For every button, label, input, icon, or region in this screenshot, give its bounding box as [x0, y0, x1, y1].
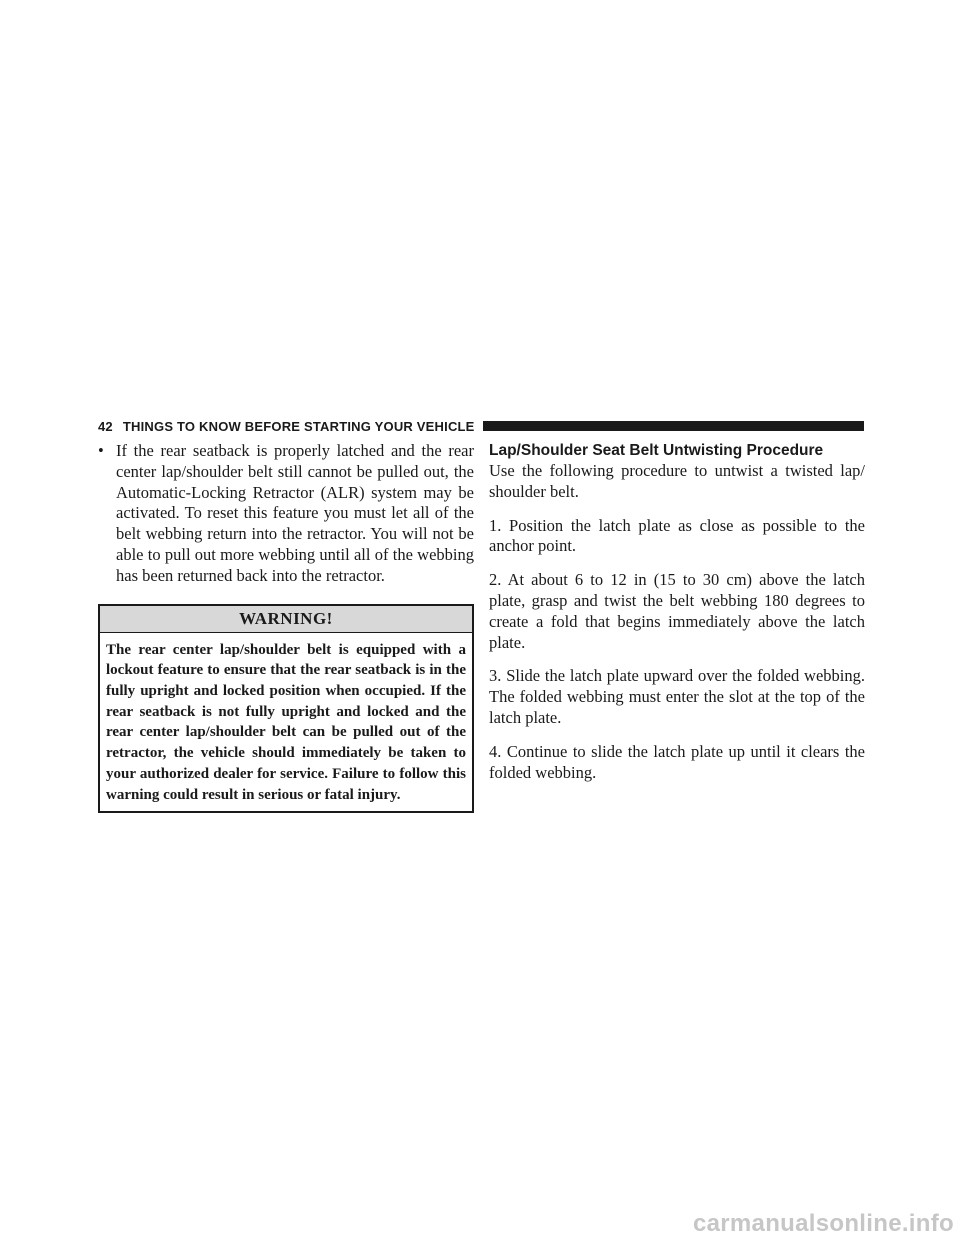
warning-title: WARNING! — [100, 606, 472, 633]
watermark: carmanualsonline.info — [692, 1210, 954, 1237]
right-column — [489, 441, 865, 796]
step-1: 1. Position the latch plate as close as possible to the anchor point. — [489, 515, 865, 556]
step-3: 3. Slide the latch plate upward over the folded webbing. The folded webbing must enter the slot at the top of the latch plate. — [489, 666, 865, 727]
section-heading: Lap/Shoulder Seat Belt Untwisting Procedure — [489, 442, 824, 459]
step-2: 2. At about 6 to 12 in (15 to 30 cm) above the latch plate, grasp and twist the belt webbing 180 degrees to create a fold that begins immediately above the latch plate. — [489, 570, 865, 652]
warning-box — [98, 604, 474, 814]
bullet-text: If the rear seatback is properly latched and the rear center lap/shoulder belt still cannot be pulled out, the Automatic-Locking Retractor (ALR) system may be activated. To reset this feature you must let all of the belt webbing return into the retractor. You will not be able to pull out more webbing until all of the webbing has been returned back into the retractor. — [116, 441, 474, 585]
intro-paragraph: Use the following procedure to untwist a twisted lap/ shoulder belt. — [489, 461, 865, 501]
bullet-item — [98, 441, 474, 587]
step-4: 4. Continue to slide the latch plate up until it clears the folded webbing. — [489, 741, 865, 782]
bullet-icon: • — [98, 441, 104, 460]
page-number: 42 — [98, 418, 113, 434]
header-rule — [483, 421, 864, 431]
left-column — [98, 441, 474, 813]
page-header — [98, 415, 864, 437]
section-title: THINGS TO KNOW BEFORE STARTING YOUR VEHICLE — [122, 418, 475, 434]
warning-text: The rear center lap/shoulder belt is equipped with a lockout feature to ensure that the rear seatback is in the fully upright and locked position when occupied. If the rear seatback is not fully upright and locked and the rear center lap/shoulder belt can be pulled out of the retractor, the vehicle should immediately be taken to your authorized dealer for service. Failure to follow this warning could result in serious or fatal injury. — [106, 641, 466, 803]
